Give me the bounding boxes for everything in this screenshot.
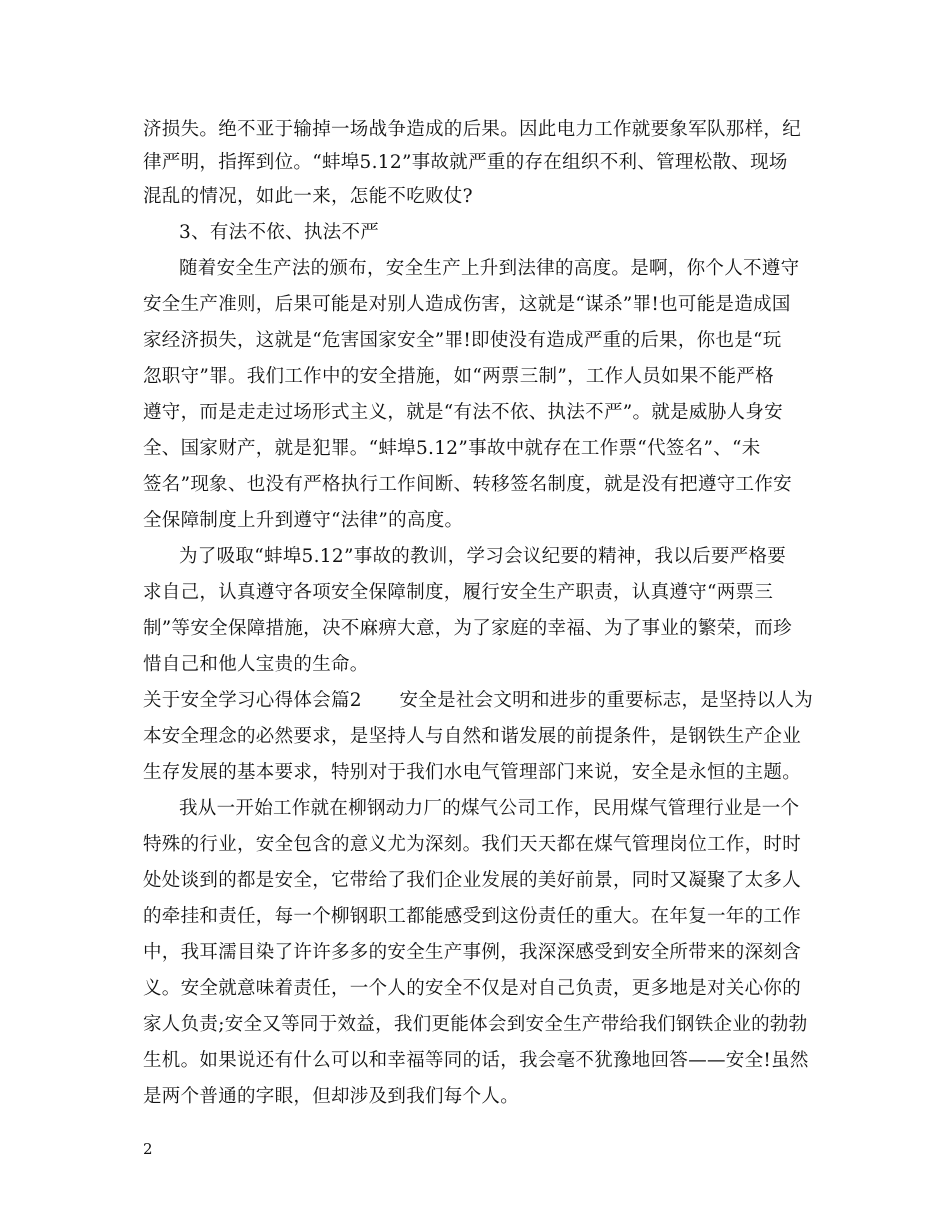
text-line: 家经济损失，这就是“危害国家安全”罪!即使没有造成严重的后果，你也是“玩	[143, 330, 782, 351]
text-line: 签名”现象、也没有严格执行工作间断、转移签名制度，就是没有把遵守工作安	[143, 474, 792, 495]
text-line: 生机。如果说还有什么可以和幸福等同的话，我会毫不犹豫地回答——安全!虽然	[143, 1050, 809, 1071]
text-line: 特殊的行业，安全包含的意义尤为深刻。我们天天都在煤气管理岗位工作，时时	[143, 834, 802, 855]
text-line: 随着安全生产法的颁布，安全生产上升到法律的高度。是啊，你个人不遵守	[179, 258, 800, 279]
text-line: 为了吸取“蚌埠5.12”事故的教训，学习会议纪要的精神，我以后要严格要	[179, 546, 787, 567]
text-line: 本安全理念的必然要求，是坚持人与自然和谐发展的前提条件，是钢铁生产企业	[143, 726, 802, 747]
article-heading-line: 关于安全学习心得体会篇2 安全是社会文明和进步的重要标志，是坚持以人为	[143, 690, 814, 711]
text-line: 生存发展的基本要求，特别对于我们水电气管理部门来说，安全是永恒的主题。	[143, 762, 802, 783]
text-line: 混乱的情况，如此一来，怎能不吃败仗?	[143, 186, 473, 207]
text-line: 义。安全就意味着责任，一个人的安全不仅是对自己负责，更多地是对关心你的	[143, 978, 802, 999]
text-line: 全、国家财产，就是犯罪。“蚌埠5.12”事故中就存在工作票“代签名”、“未	[143, 438, 761, 459]
text-line: 律严明，指挥到位。“蚌埠5.12”事故就严重的存在组织不利、管理松散、现场	[143, 152, 788, 173]
text-line: 全保障制度上升到遵守“法律”的高度。	[143, 510, 464, 531]
text-line: 惜自己和他人宝贵的生命。	[143, 654, 369, 675]
text-line: 中，我耳濡目染了许许多多的安全生产事例，我深深感受到安全所带来的深刻含	[143, 942, 802, 963]
text-line: 求自己，认真遵守各项安全保障制度，履行安全生产职责，认真遵守“两票三	[143, 582, 774, 603]
text-line: 济损失。绝不亚于输掉一场战争造成的后果。因此电力工作就要象军队那样，纪	[143, 119, 802, 140]
text-line: 安全生产准则，后果可能是对别人造成伤害，这就是“谋杀”罪!也可能是造成国	[143, 294, 791, 315]
text-line: 是两个普通的字眼，但却涉及到我们每个人。	[143, 1086, 520, 1107]
text-line: 忽职守”罪。我们工作中的安全措施，如“两票三制”，工作人员如果不能严格	[143, 366, 774, 387]
text-line: 制”等安全保障措施，决不麻痹大意，为了家庭的幸福、为了事业的繁荣，而珍	[143, 618, 792, 639]
text-line: 处处谈到的都是安全，它带给了我们企业发展的美好前景，同时又凝聚了太多人	[143, 870, 802, 891]
page-number: 2	[143, 1140, 153, 1158]
text-line: 的牵挂和责任，每一个柳钢职工都能感受到这份责任的重大。在年复一年的工作	[143, 906, 802, 927]
section-heading: 3、有法不依、执法不严	[179, 222, 380, 243]
text-line: 遵守，而是走走过场形式主义，就是“有法不依、执法不严”。就是威胁人身安	[143, 402, 783, 423]
text-line: 家人负责;安全又等同于效益，我们更能体会到安全生产带给我们钢铁企业的勃勃	[143, 1014, 808, 1035]
text-line: 我从一开始工作就在柳钢动力厂的煤气公司工作，民用煤气管理行业是一个	[179, 798, 800, 819]
